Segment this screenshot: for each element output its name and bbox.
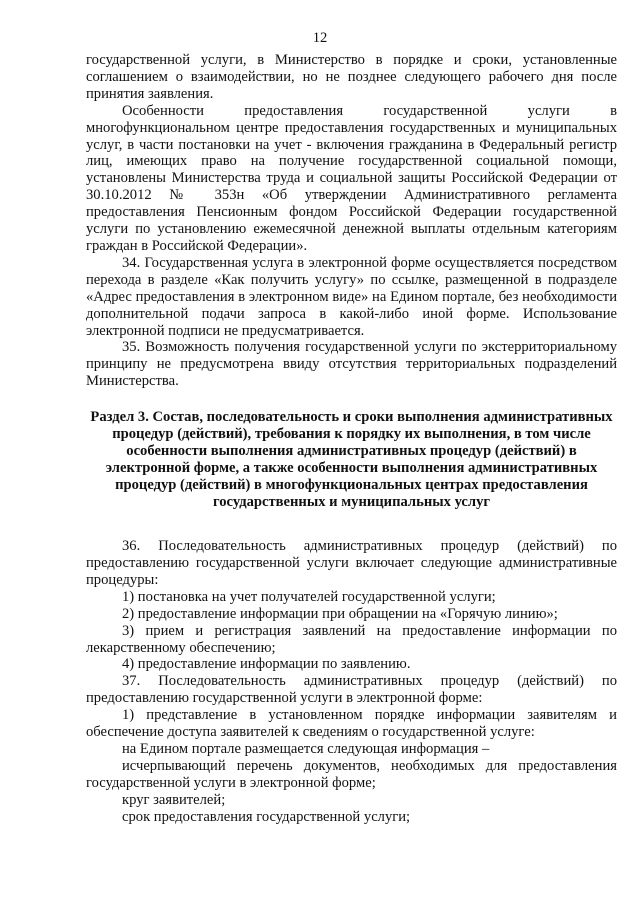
list-item-36-2: 2) предоставление информации при обращении на «Горячую линию»; (122, 605, 558, 622)
paragraph-continuation: государственной услуги, в Министерство в порядке и сроки, установленные соглашением о взаимодействии, но не позднее следующего рабочего дня после принятия заявления. (86, 52, 617, 102)
portal-info-applicants: круг заявителей; (122, 791, 226, 808)
paragraph-mfc-features: Особенности предоставления государственной услуги в многофункциональном центре предоставления государственных и муниципальных услуг, в части постановки на учет - включения гражданина в Федеральный регистр лиц, имеющих право на получение государственной социальной помощи, установлены Министерства труда и социальной защиты Российской Федерации от 30.10.2012 № 353н «Об утверждении Административного регламента предоставления Пенсионным фондом Российской Федерации государственной услуги по установлению ежемесячной денежной выплаты отдельным категориям граждан в Российской Федерации». (86, 102, 617, 254)
paragraph-37: 37. Последовательность административных процедур (действий) по предоставлению государственной услуги в электронной форме: (86, 673, 617, 707)
document-body (86, 52, 617, 826)
portal-info-intro: на Едином портале размещается следующая информация – (122, 741, 490, 757)
paragraph-35: 35. Возможность получения государственной услуги по экстерриториальному принципу не предусмотрена ввиду отсутствия территориальных подразделений Министерства. (86, 339, 617, 390)
list-item-36-3: 3) прием и регистрация заявлений на предоставление информации по лекарственному обеспечению; (86, 622, 617, 656)
portal-info-documents: исчерпывающий перечень документов, необходимых для предоставления государственной услуги в электронной форме; (86, 757, 617, 791)
paragraph-34: 34. Государственная услуга в электронной форме осуществляется посредством перехода в разделе «Как получить услугу» по ссылке, размещенной в подразделе «Адрес предоставления в электронном виде» на Едином портале, без необходимости дополнительной подачи запроса в какой-либо иной форме. Использование электронной подписи не предусматривается. (86, 254, 617, 339)
portal-info-term: срок предоставления государственной услуги; (122, 808, 411, 825)
list-item-37-1: 1) представление в установленном порядке информации заявителям и обеспечение доступа заявителей к сведениям о государственной услуге: (86, 707, 617, 741)
section-heading: Раздел 3. Состав, последовательность и сроки выполнения административных процедур (действий), требования к порядку их выполнения, в том числе особенности выполнения административных процедур (действий) в электронной форме, а также особенности выполнения административных процедур (действий) в многофункциональных центрах предоставления государственных и муниципальных услуг (90, 409, 613, 511)
paragraph-36: 36. Последовательность административных процедур (действий) по предоставлению государственной услуги включает следующие административные процедуры: (86, 538, 617, 588)
list-item-36-1: 1) постановка на учет получателей государственной услуги; (122, 588, 496, 605)
list-item-36-4: 4) предоставление информации по заявлению. (122, 656, 411, 673)
page-number: 12 (312, 30, 328, 46)
